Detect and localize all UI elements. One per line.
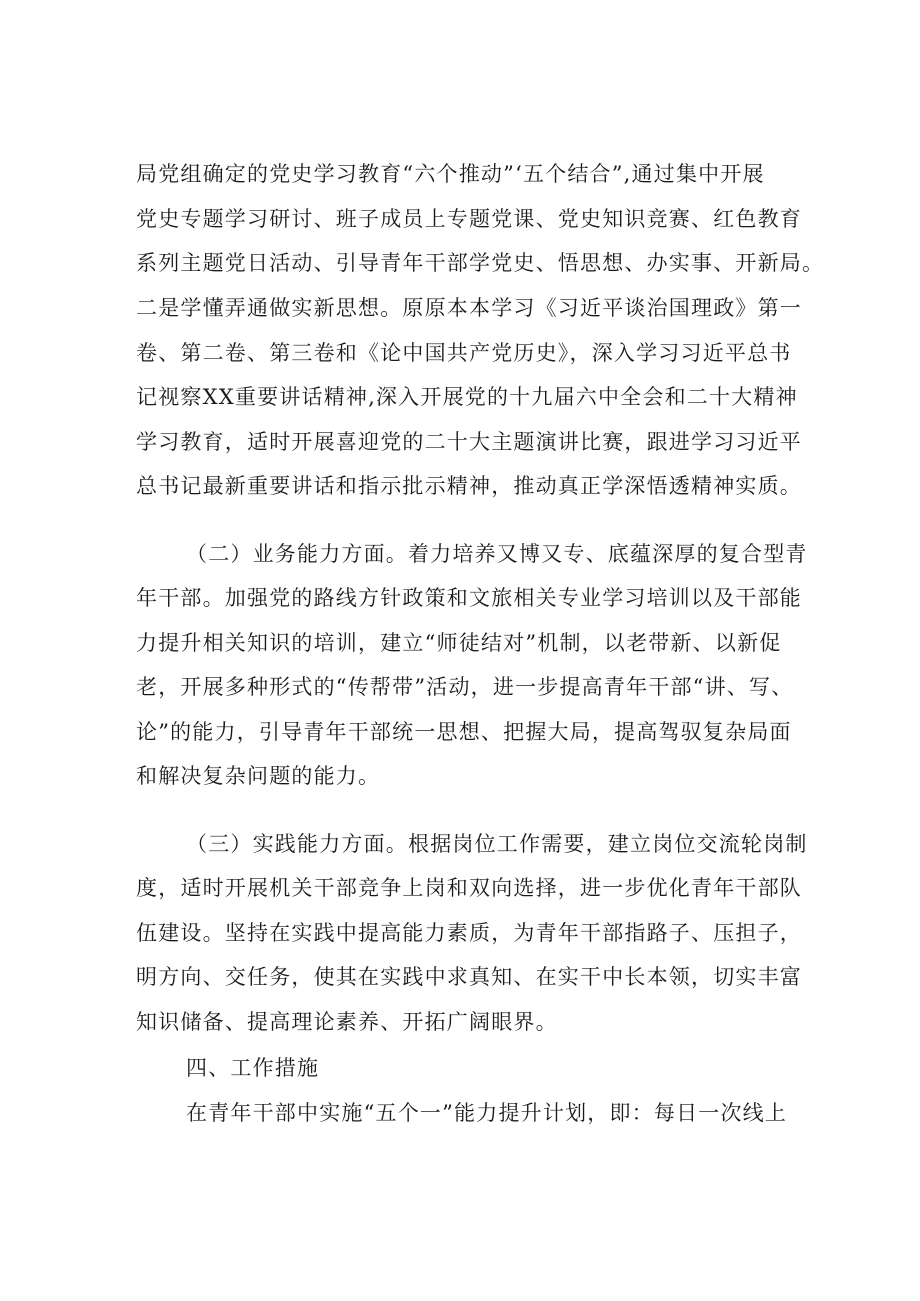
text-line-11: 力提升相关知识的培训，建立“师徒结对”机制，以老带新、以新促 — [136, 631, 782, 655]
text-line-13: 论”的能力，引导青年干部统一思想、把握大局，提高驾驭复杂局面 — [136, 720, 792, 744]
text-line-9: （二）业务能力方面。着力培养又博又专、底蕴深厚的复合型青 — [186, 542, 808, 566]
text-line-12: 老，开展多种形式的“传帮带”活动，进一步提高青年干部“讲、写、 — [136, 675, 794, 699]
text-line-4: 二是学懂弄通做实新思想。原原本本学习《习近平谈治国理政》第一 — [136, 296, 802, 320]
text-line-3: 系列主题党日活动、引导青年干部学党史、悟思想、办实事、开新局。 — [136, 251, 825, 275]
text-line-1: 局党组确定的党史学习教育“六个推动”‘五个结合”,通过集中开展 — [136, 162, 765, 186]
text-line-19: 知识储备、提高理论素养、开拓广阔眼界。 — [136, 1010, 558, 1034]
text-line-2: 党史专题学习研讨、班子成员上专题党课、党史知识竞赛、红色教育 — [136, 207, 802, 231]
section-heading: 四、工作措施 — [186, 1056, 320, 1080]
text-line-18: 明方向、交任务，使其在实践中求真知、在实干中长本领，切实丰富 — [136, 965, 802, 989]
text-line-7: 学习教育，适时开展喜迎党的二十大主题演讲比赛，跟进学习习近平 — [136, 430, 802, 454]
text-line-8: 总书记最新重要讲话和指示批示精神，推动真正学深悟透精神实质。 — [136, 474, 802, 498]
text-line-5: 卷、第二卷、第三卷和《论中国共产党历史》，深入学习习近平总书 — [136, 341, 792, 365]
text-line-16: 度，适时开展机关干部竞争上岗和双向选择，进一步优化青年干部队 — [136, 876, 802, 900]
text-line-21: 在青年干部中实施“五个一”能力提升计划，即：每日一次线上 — [186, 1101, 788, 1125]
text-line-14: 和解决复杂问题的能力。 — [136, 764, 381, 788]
text-line-17: 伍建设。坚持在实践中提高能力素质，为青年干部指路子、压担子， — [136, 921, 802, 945]
text-line-10: 年干部。加强党的路线方针政策和文旅相关专业学习培训以及干部能 — [136, 586, 802, 610]
text-line-6: 记视察XX重要讲话精神,深入开展党的十九届六中全会和二十大精神 — [136, 385, 798, 409]
text-line-15: （三）实践能力方面。根据岗位工作需要，建立岗位交流轮岗制 — [186, 832, 808, 856]
